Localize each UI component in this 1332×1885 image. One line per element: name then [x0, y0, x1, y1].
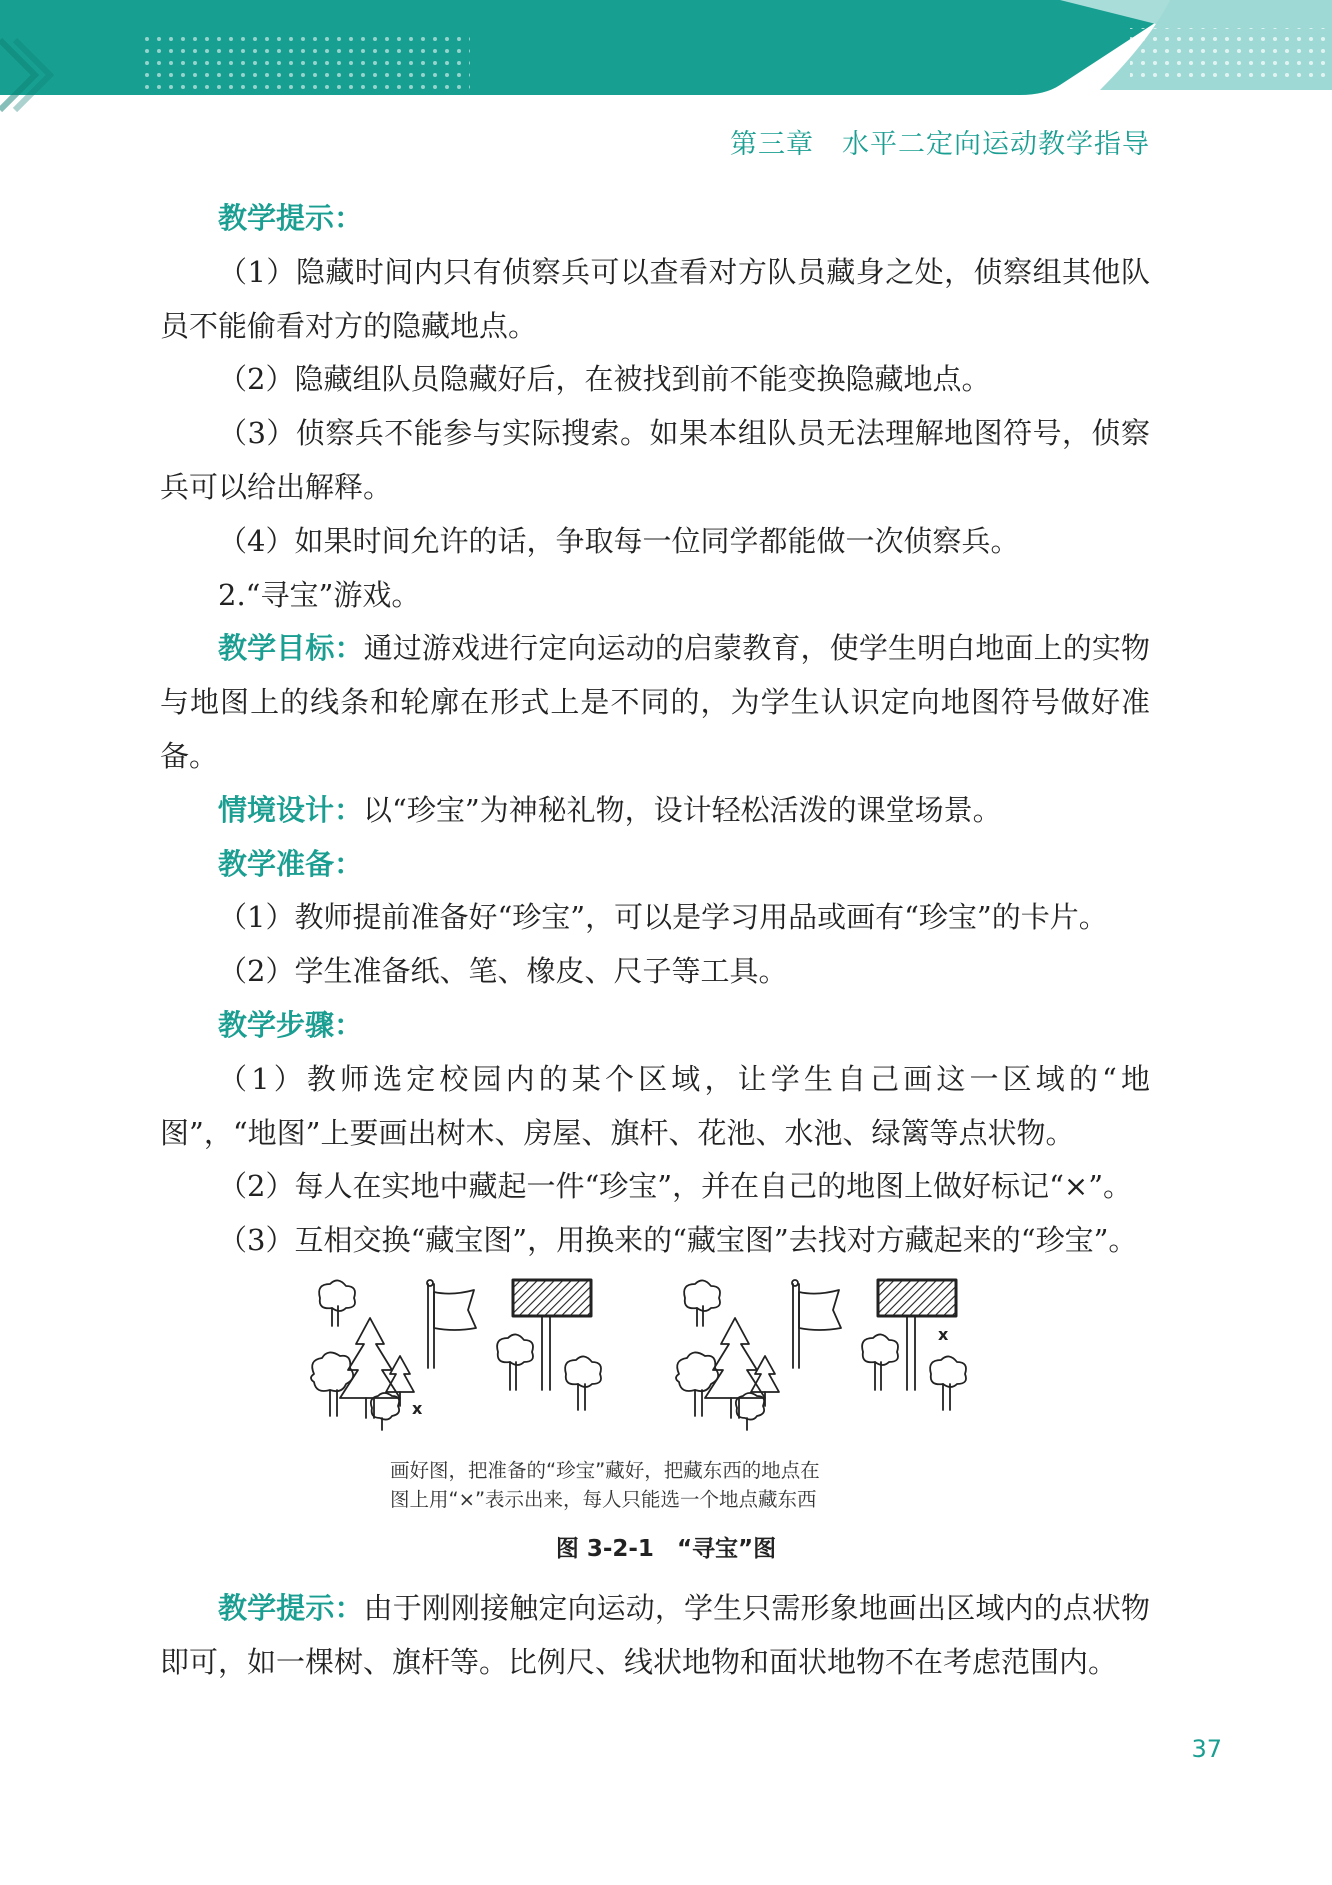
page-number: 37 — [1191, 1735, 1222, 1763]
scene-design-label: 情境设计： — [218, 792, 364, 827]
teaching-goal-label: 教学目标： — [218, 631, 364, 666]
step-item-2: （2）每人在实地中藏起一件“珍宝”，并在自己的地图上做好标记“×”。 — [218, 1169, 1133, 1204]
tip-item-1: （1）隐藏时间内只有侦察兵可以查看对方队员藏身之处，侦察组其他队员不能偷看对方的隐藏地点。 — [160, 254, 1150, 343]
game-title: 2.“寻宝”游戏。 — [218, 577, 421, 612]
tip-heading — [160, 192, 1150, 246]
main-content — [160, 192, 1150, 1268]
figure-title: 图 3-2-1 “寻宝”图 — [555, 1536, 777, 1562]
tip-item-4: （4）如果时间允许的话，争取每一位同学都能做一次侦察兵。 — [218, 523, 1020, 558]
tip-item-3: （3）侦察兵不能参与实际搜索。如果本组队员无法理解地图符号，侦察兵可以给出解释。 — [160, 416, 1150, 504]
closing-tip-text: 由于刚刚接触定向运动，学生只需形象地画出区域内的点状物即可，如一棵树、旗杆等。比例尺、线状地物和面状地物不在考虑范围内。 — [160, 1591, 1150, 1679]
teaching-prep-label: 教学准备： — [218, 846, 364, 881]
figure-caption-line-2: 图上用“×”表示出来，每人只能选一个地点藏东西 — [390, 1488, 817, 1511]
prep-item-2: （2）学生准备纸、笔、橡皮、尺子等工具。 — [218, 954, 788, 989]
step-item-3: （3）互相交换“藏宝图”，用换来的“藏宝图”去找对方藏起来的“珍宝”。 — [218, 1223, 1138, 1258]
figure-caption-note — [390, 1456, 950, 1514]
prep-heading — [160, 838, 1150, 892]
teaching-goal-text: 通过游戏进行定向运动的启蒙教育，使学生明白地面上的实物与地图上的线条和轮廓在形式上是不同的，为学生认识定向地图符号做好准备。 — [160, 631, 1150, 773]
teaching-tip-label: 教学提示： — [218, 201, 364, 235]
header-banner — [0, 0, 1332, 130]
right-map-drawing — [676, 1280, 966, 1430]
treasure-mark-left: x — [412, 1399, 423, 1418]
left-map-drawing — [311, 1280, 601, 1430]
closing-tip — [160, 1582, 1150, 1690]
prep-item-1: （1）教师提前准备好“珍宝”，可以是学习用品或画有“珍宝”的卡片。 — [218, 900, 1108, 935]
teaching-goal — [160, 622, 1150, 783]
tip-item-2: （2）隐藏组队员隐藏好后，在被找到前不能变换隐藏地点。 — [218, 362, 991, 397]
scene-design-text: 以“珍宝”为神秘礼物，设计轻松活泼的课堂场景。 — [363, 792, 1002, 827]
treasure-mark-right: x — [938, 1325, 949, 1344]
teaching-steps-label: 教学步骤： — [218, 1007, 364, 1042]
chapter-title: 第三章 水平二定向运动教学指导 — [730, 129, 1150, 160]
scene-design — [160, 784, 1150, 838]
treasure-map-illustration — [310, 1278, 1030, 1433]
figure-caption-line-1: 画好图，把准备的“珍宝”藏好，把藏东西的地点在 — [390, 1459, 820, 1482]
closing-tip-label: 教学提示： — [218, 1591, 364, 1625]
steps-heading — [160, 999, 1150, 1053]
step-item-1: （1）教师选定校园内的某个区域，让学生自己画这一区域的“地图”，“地图”上要画出树木、房屋、旗杆、花池、水池、绿篱等点状物。 — [160, 1061, 1150, 1150]
closing-tip-paragraph — [160, 1582, 1150, 1690]
